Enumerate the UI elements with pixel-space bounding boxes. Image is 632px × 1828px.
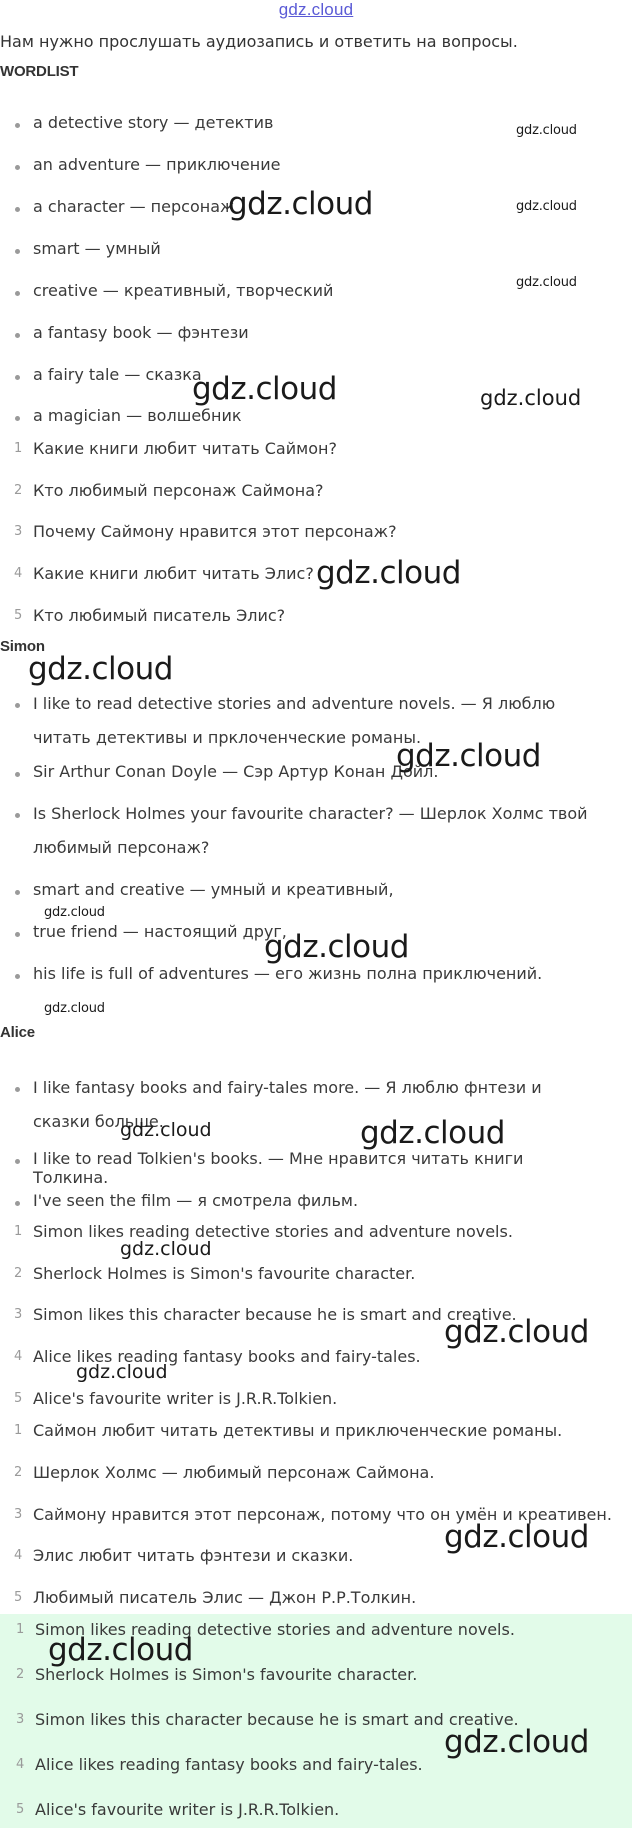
item-number: 1	[14, 1423, 23, 1438]
watermark: gdz.cloud	[360, 1115, 505, 1151]
list-item-text: his life is full of adventures — его жизнь полна приключений.	[33, 964, 543, 983]
list-item	[0, 323, 249, 342]
item-number: 5	[14, 1391, 23, 1406]
item-number: 4	[16, 1757, 25, 1772]
item-number: 5	[16, 1802, 25, 1817]
item-number: 1	[16, 1622, 25, 1637]
answer-item	[0, 1755, 423, 1774]
watermark: gdz.cloud	[120, 1238, 212, 1260]
list-item-text: I like fantasy books and fairy-tales more. — Я люблю фнтези и сказки больше.	[33, 1078, 542, 1131]
watermark: gdz.cloud	[444, 1519, 589, 1555]
watermark: gdz.cloud	[44, 1001, 105, 1016]
answer-text: Sherlock Holmes is Simon's favourite character.	[33, 1264, 416, 1283]
answer-text: Simon likes reading detective stories and adventure novels.	[35, 1620, 515, 1639]
bullet-icon	[15, 1159, 20, 1164]
answer-text: Любимый писатель Элис — Джон Р.Р.Толкин.	[33, 1588, 417, 1607]
bullet-icon	[15, 375, 20, 380]
item-number: 3	[16, 1712, 25, 1727]
watermark: gdz.cloud	[228, 186, 373, 222]
list-item	[0, 281, 333, 300]
answer-item	[0, 1588, 416, 1607]
item-number: 4	[14, 566, 23, 581]
alice-title: Alice	[0, 1024, 35, 1041]
list-item-text: Sir Arthur Conan Doyle — Сэр Артур Конан Дойл.	[33, 762, 439, 781]
answer-text: Alice's favourite writer is J.R.R.Tolkien.	[33, 1389, 338, 1408]
answer-text: Саймону нравится этот персонаж, потому что он умён и креативен.	[33, 1505, 612, 1524]
bullet-icon	[15, 772, 20, 777]
answer-text: Simon likes this character because he is smart and creative.	[33, 1305, 517, 1324]
list-item-text: a detective story — детектив	[33, 113, 274, 132]
list-item	[0, 797, 593, 865]
list-item	[0, 922, 287, 941]
question-item	[0, 481, 324, 500]
watermark: gdz.cloud	[192, 371, 337, 407]
answer-item	[0, 1347, 421, 1366]
question-text: Почему Саймону нравится этот персонаж?	[33, 522, 397, 541]
watermark: gdz.cloud	[516, 199, 577, 214]
list-item	[0, 365, 202, 384]
question-item	[0, 606, 285, 625]
bullet-icon	[15, 416, 20, 421]
answer-item	[0, 1710, 519, 1729]
answer-text: Саймон любит читать детективы и приключенческие романы.	[33, 1421, 563, 1440]
answer-item	[0, 1421, 562, 1440]
list-item-text: a fairy tale — сказка	[33, 365, 202, 384]
bullet-icon	[15, 207, 20, 212]
question-text: Какие книги любит читать Элис?	[33, 564, 314, 583]
question-text: Какие книги любит читать Саймон?	[33, 439, 337, 458]
watermark: gdz.cloud	[48, 1632, 193, 1668]
item-number: 3	[14, 524, 23, 539]
bullet-icon	[15, 703, 20, 708]
item-number: 5	[14, 1590, 23, 1605]
bullet-icon	[15, 813, 20, 818]
list-item-text: smart and creative — умный и креативный,	[33, 880, 394, 899]
item-number: 1	[14, 1224, 23, 1239]
item-number: 2	[14, 1266, 23, 1281]
bullet-icon	[15, 974, 20, 979]
list-item-text: a magician — волшебник	[33, 406, 242, 425]
bullet-icon	[15, 333, 20, 338]
list-item-text: smart — умный	[33, 239, 161, 258]
answer-text: Шерлок Холмс — любимый персонаж Саймона.	[33, 1463, 435, 1482]
item-number: 2	[14, 483, 23, 498]
list-item	[0, 406, 242, 425]
item-number: 4	[14, 1548, 23, 1563]
watermark: gdz.cloud	[28, 651, 173, 687]
list-item-text: an adventure — приключение	[33, 155, 281, 174]
item-number: 4	[14, 1349, 23, 1364]
bullet-icon	[15, 890, 20, 895]
question-text: Кто любимый писатель Элис?	[33, 606, 286, 625]
watermark: gdz.cloud	[264, 929, 409, 965]
answer-text: Alice's favourite writer is J.R.R.Tolkien.	[35, 1800, 340, 1819]
item-number: 3	[14, 1307, 23, 1322]
answer-text: Sherlock Holmes is Simon's favourite character.	[35, 1665, 418, 1684]
item-number: 2	[14, 1465, 23, 1480]
bullet-icon	[15, 932, 20, 937]
answer-item	[0, 1264, 415, 1283]
answer-item	[0, 1463, 434, 1482]
bullet-icon	[15, 1087, 20, 1092]
watermark: gdz.cloud	[480, 386, 582, 410]
answer-text: Simon likes this character because he is smart and creative.	[35, 1710, 519, 1729]
watermark: gdz.cloud	[76, 1361, 168, 1383]
answer-item	[0, 1389, 337, 1408]
list-item	[0, 197, 234, 216]
watermark: gdz.cloud	[516, 123, 577, 138]
answer-text: Элис любит читать фэнтези и сказки.	[33, 1546, 354, 1565]
watermark: gdz.cloud	[516, 275, 577, 290]
watermark: gdz.cloud	[316, 555, 461, 591]
answer-item	[0, 1222, 513, 1241]
watermark: gdz.cloud	[444, 1724, 589, 1760]
list-item	[0, 113, 273, 132]
list-item-text: a character — персонаж	[33, 197, 235, 216]
item-number: 3	[14, 1507, 23, 1522]
watermark: gdz.cloud	[396, 738, 541, 774]
bullet-icon	[15, 291, 20, 296]
bullet-icon	[15, 165, 20, 170]
answer-text: Alice likes reading fantasy books and fairy-tales.	[33, 1347, 421, 1366]
list-item	[0, 239, 161, 258]
list-item-text: creative — креативный, творческий	[33, 281, 334, 300]
answer-item	[0, 1546, 353, 1565]
question-text: Кто любимый персонаж Саймона?	[33, 481, 324, 500]
wordlist-title: WORDLIST	[0, 63, 79, 80]
answer-text: Simon likes reading detective stories and adventure novels.	[33, 1222, 513, 1241]
item-number: 2	[16, 1667, 25, 1682]
list-item	[0, 1149, 600, 1187]
list-item-text: true friend — настоящий друг,	[33, 922, 287, 941]
answer-item	[0, 1800, 339, 1819]
list-item	[0, 155, 280, 174]
question-item	[0, 439, 337, 458]
answer-item	[0, 1305, 517, 1324]
bullet-icon	[15, 249, 20, 254]
simon-title: Simon	[0, 638, 45, 655]
site-link[interactable]: gdz.cloud	[278, 0, 354, 19]
watermark: gdz.cloud	[44, 905, 105, 920]
list-item-text: I like to read Tolkien's books. — Мне нравится читать книги Толкина.	[33, 1149, 524, 1187]
watermark: gdz.cloud	[444, 1314, 589, 1350]
list-item-text: I've seen the film — я смотрела фильм.	[33, 1191, 359, 1210]
list-item-text: a fantasy book — фэнтези	[33, 323, 249, 342]
question-item	[0, 522, 397, 541]
list-item	[0, 1191, 358, 1210]
answer-text: Alice likes reading fantasy books and fairy-tales.	[35, 1755, 423, 1774]
list-item	[0, 762, 438, 781]
task-intro: Нам нужно прослушать аудиозапись и ответить на вопросы.	[0, 32, 518, 51]
watermark: gdz.cloud	[120, 1119, 212, 1141]
list-item-text: I like to read detective stories and adventure novels. — Я люблю читать детективы и прклоченческие романы.	[33, 694, 556, 747]
bullet-icon	[15, 1201, 20, 1206]
item-number: 1	[14, 441, 23, 456]
list-item-text: Is Sherlock Holmes your favourite character? — Шерлок Холмс твой любимый персонаж?	[33, 804, 588, 857]
bullet-icon	[15, 123, 20, 128]
question-item	[0, 564, 314, 583]
list-item	[0, 964, 542, 983]
list-item	[0, 880, 394, 899]
item-number: 5	[14, 608, 23, 623]
